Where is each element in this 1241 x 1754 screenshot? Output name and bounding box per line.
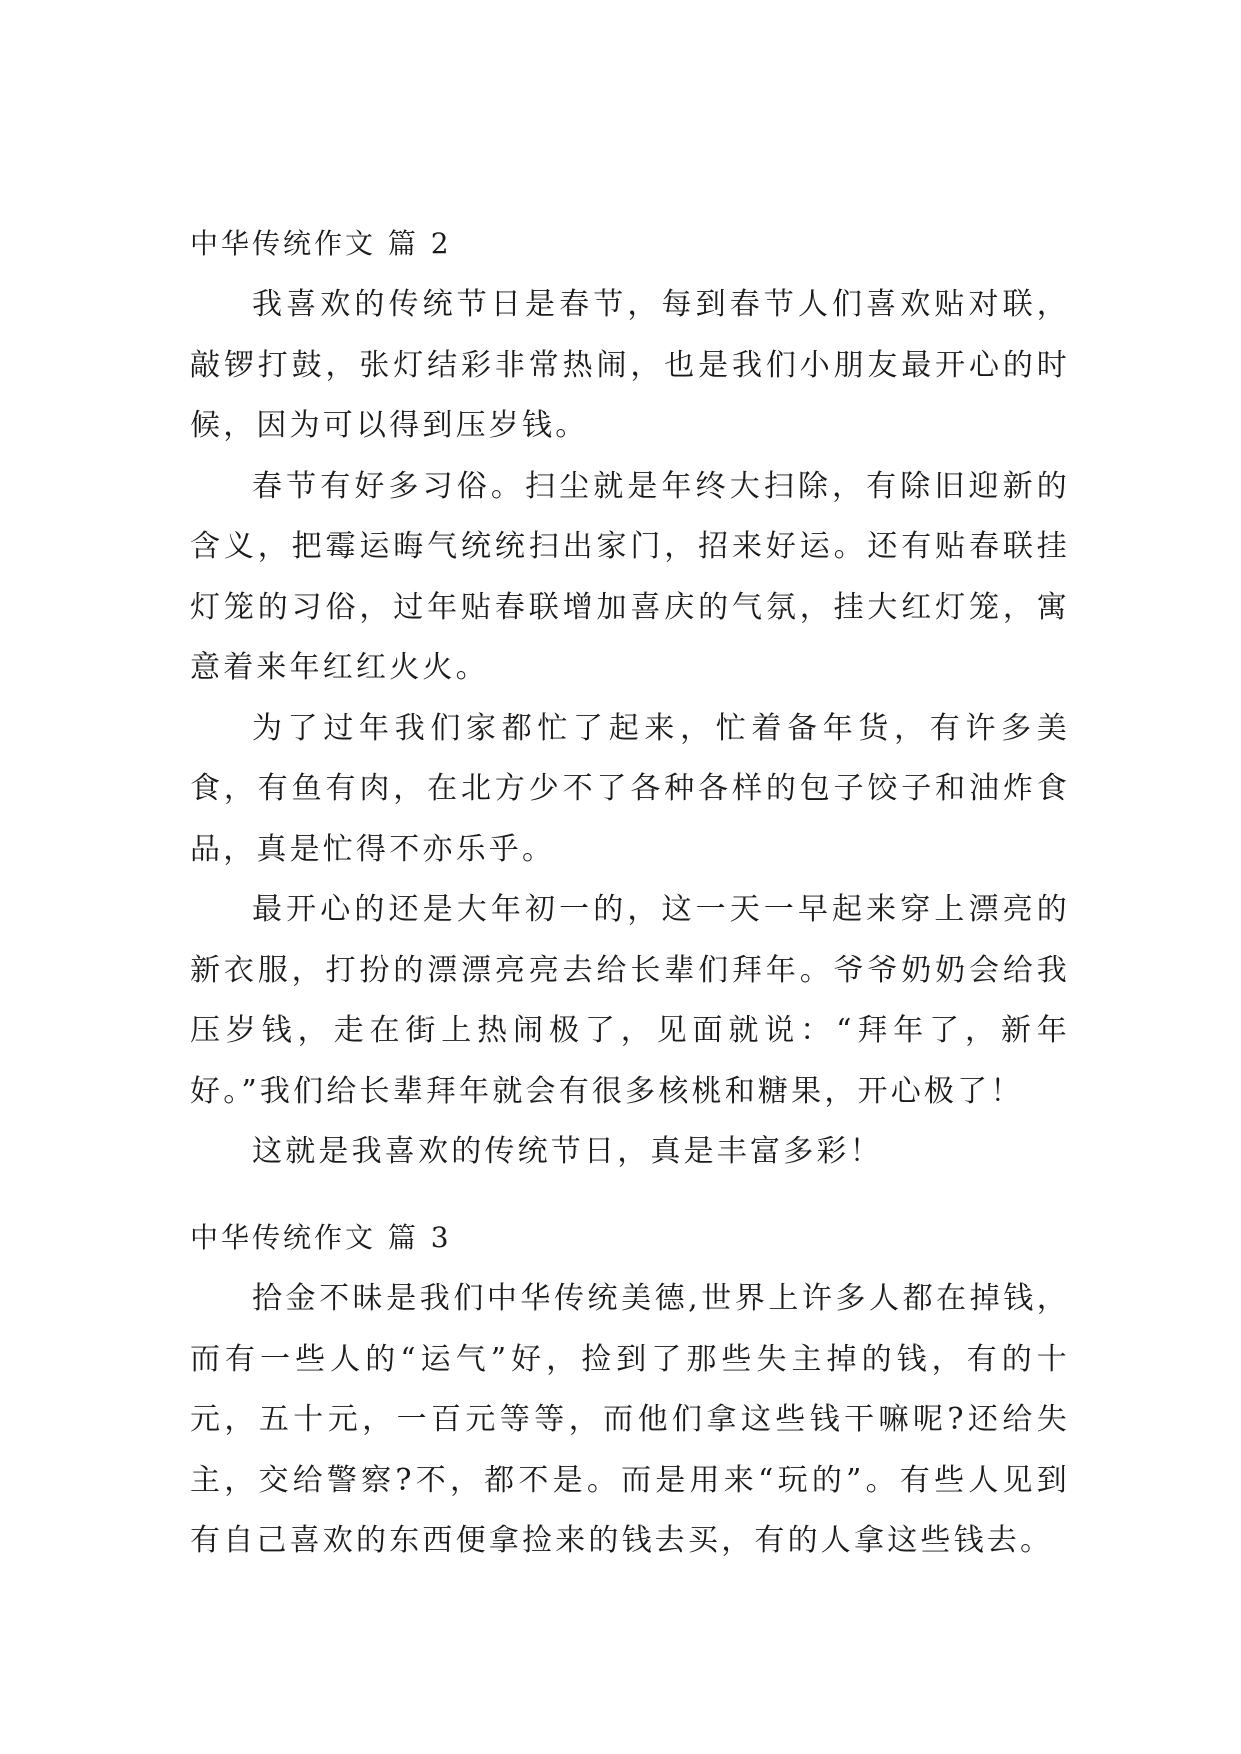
essay-section-3 (190, 1216, 1070, 1572)
section-body (190, 1269, 1070, 1572)
section-body (190, 275, 1070, 1183)
paragraph: 这就是我喜欢的传统节日，真是丰富多彩！ (252, 1134, 883, 1169)
paragraph: 我喜欢的传统节日是春节，每到春节人们喜欢贴对联，敲锣打鼓，张灯结彩非常热闹，也是我们小朋友最开心的时候，因为可以得到压岁钱。 (190, 287, 1070, 443)
paragraph: 最开心的还是大年初一的，这一天一早起来穿上漂亮的新衣服，打扮的漂漂亮亮去给长辈们拜年。爷爷奶奶会给我压岁钱，走在街上热闹极了，见面就说：“拜年了，新年好。”我们给长辈拜年就会有很多核桃和糖果，开心极了！ (190, 892, 1070, 1109)
section-title: 中华传统作文 篇 2 (190, 227, 452, 260)
paragraph: 拾金不昧是我们中华传统美德,世界上许多人都在掉钱，而有一些人的“运气”好，捡到了那些失主掉的钱，有的十元，五十元，一百元等等，而他们拿这些钱干嘛呢?还给失主，交给警察?不，都不是。而是用来“玩的”。有些人见到有自己喜欢的东西便拿捡来的钱去买，有的人拿这些钱去。 (190, 1281, 1070, 1558)
paragraph: 春节有好多习俗。扫尘就是年终大扫除，有除旧迎新的含义，把霉运晦气统统扫出家门，招来好运。还有贴春联挂灯笼的习俗，过年贴春联增加喜庆的气氛，挂大红灯笼，寓意着来年红红火火。 (190, 468, 1070, 685)
paragraph: 为了过年我们家都忙了起来，忙着备年货，有许多美食，有鱼有肉，在北方少不了各种各样的包子饺子和油炸食品，真是忙得不亦乐乎。 (190, 710, 1070, 867)
section-title: 中华传统作文 篇 3 (190, 1221, 452, 1254)
essay-section-2 (190, 222, 1070, 1183)
